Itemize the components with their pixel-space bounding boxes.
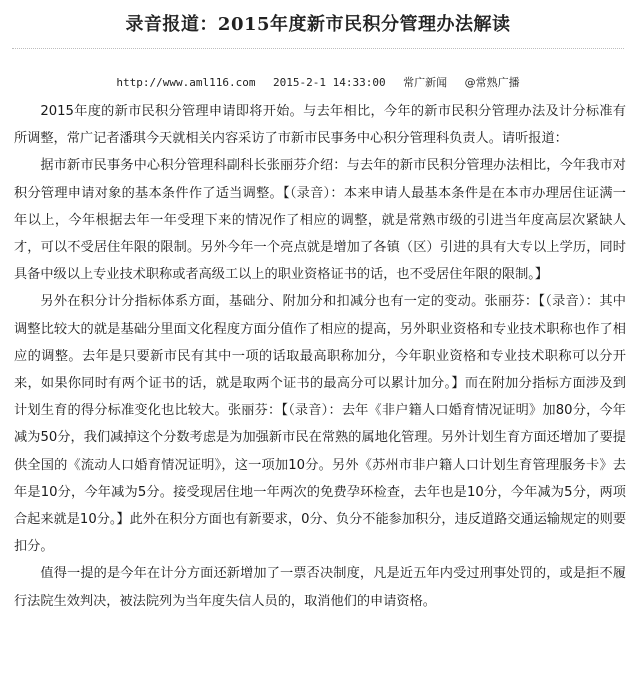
- meta-datetime: 2015-2-1 14:33:00: [272, 76, 386, 89]
- paragraph: 另外在积分计分指标体系方面，基础分、附加分和扣减分也有一定的变动。张丽芬：【（录音）：其中调整比较大的就是基础分里面文化程度方面分值作了相应的提高，另外职业资格和专业技术职称也作了相应的调整。去年是只要新市民有其中一项的话取最高职称加分，今年职业资格和专业技术职称可以分开来，如果你同时有两个证书的话，就是取两个证书的最高分可以累计加分。】而在附加分指标方面涉及到计划生育的得分标准变化也比较大。张丽芬：【（录音）：去年《非户籍人口婚育情况证明》加80分，今年减为50分，我们减掉这个分数考虑是为加强新市民在常熟的属地化管理。另外计划生育方面还增加了要提供全国的《流动人口婚育情况证明》，这一项加10分。另外《苏州市非户籍人口计划生育管理服务卡》去年是10分，今年减为5分。接受现居住地一年两次的免费孕环检查，去年也是10分，今年减为5分，两项合起来就是10分。】此外在积分方面也有新要求，0分、负分不能参加积分，违反道路交通运输规定的则要扣分。: [14, 294, 627, 555]
- meta-url[interactable]: http://www.aml116.com: [116, 76, 256, 89]
- paragraph: 据市新市民事务中心积分管理科副科长张丽芬介绍：与去年的新市民积分管理办法相比，今年我市对积分管理申请对象的基本条件作了适当调整。【（录音）：本来申请人最基本条件是在本市办理居住证满一年以上，今年根据去年一年受理下来的情况作了相应的调整，就是常熟市级的引进当年度高层次紧缺人才，可以不受居住年限的限制。另外今年一个亮点就是增加了各镇（区）引进的具有大专以上学历，同时具备中级以上专业技术职称或者高级工以上的职业资格证书的话，也不受居住年限的限制。】: [14, 158, 626, 283]
- title-divider: [12, 48, 624, 49]
- meta-category[interactable]: 常广新闻: [403, 76, 448, 89]
- article-meta: [0, 74, 636, 90]
- meta-source[interactable]: @常熟广播: [464, 76, 520, 89]
- article-body: [14, 98, 626, 615]
- paragraph: 2015年度的新市民积分管理申请即将开始。与去年相比，今年的新市民积分管理办法及计分标准有所调整，常广记者潘琪今天就相关内容采访了市新市民事务中心积分管理科负责人。请听报道：: [14, 104, 626, 147]
- paragraph: 值得一提的是今年在计分方面还新增加了一票否决制度，凡是近五年内受过刑事处罚的，或是拒不履行法院生效判决，被法院列为当年度失信人员的，取消他们的申请资格。: [14, 566, 626, 609]
- article-title: 录音报道：2015年度新市民积分管理办法解读: [125, 14, 511, 35]
